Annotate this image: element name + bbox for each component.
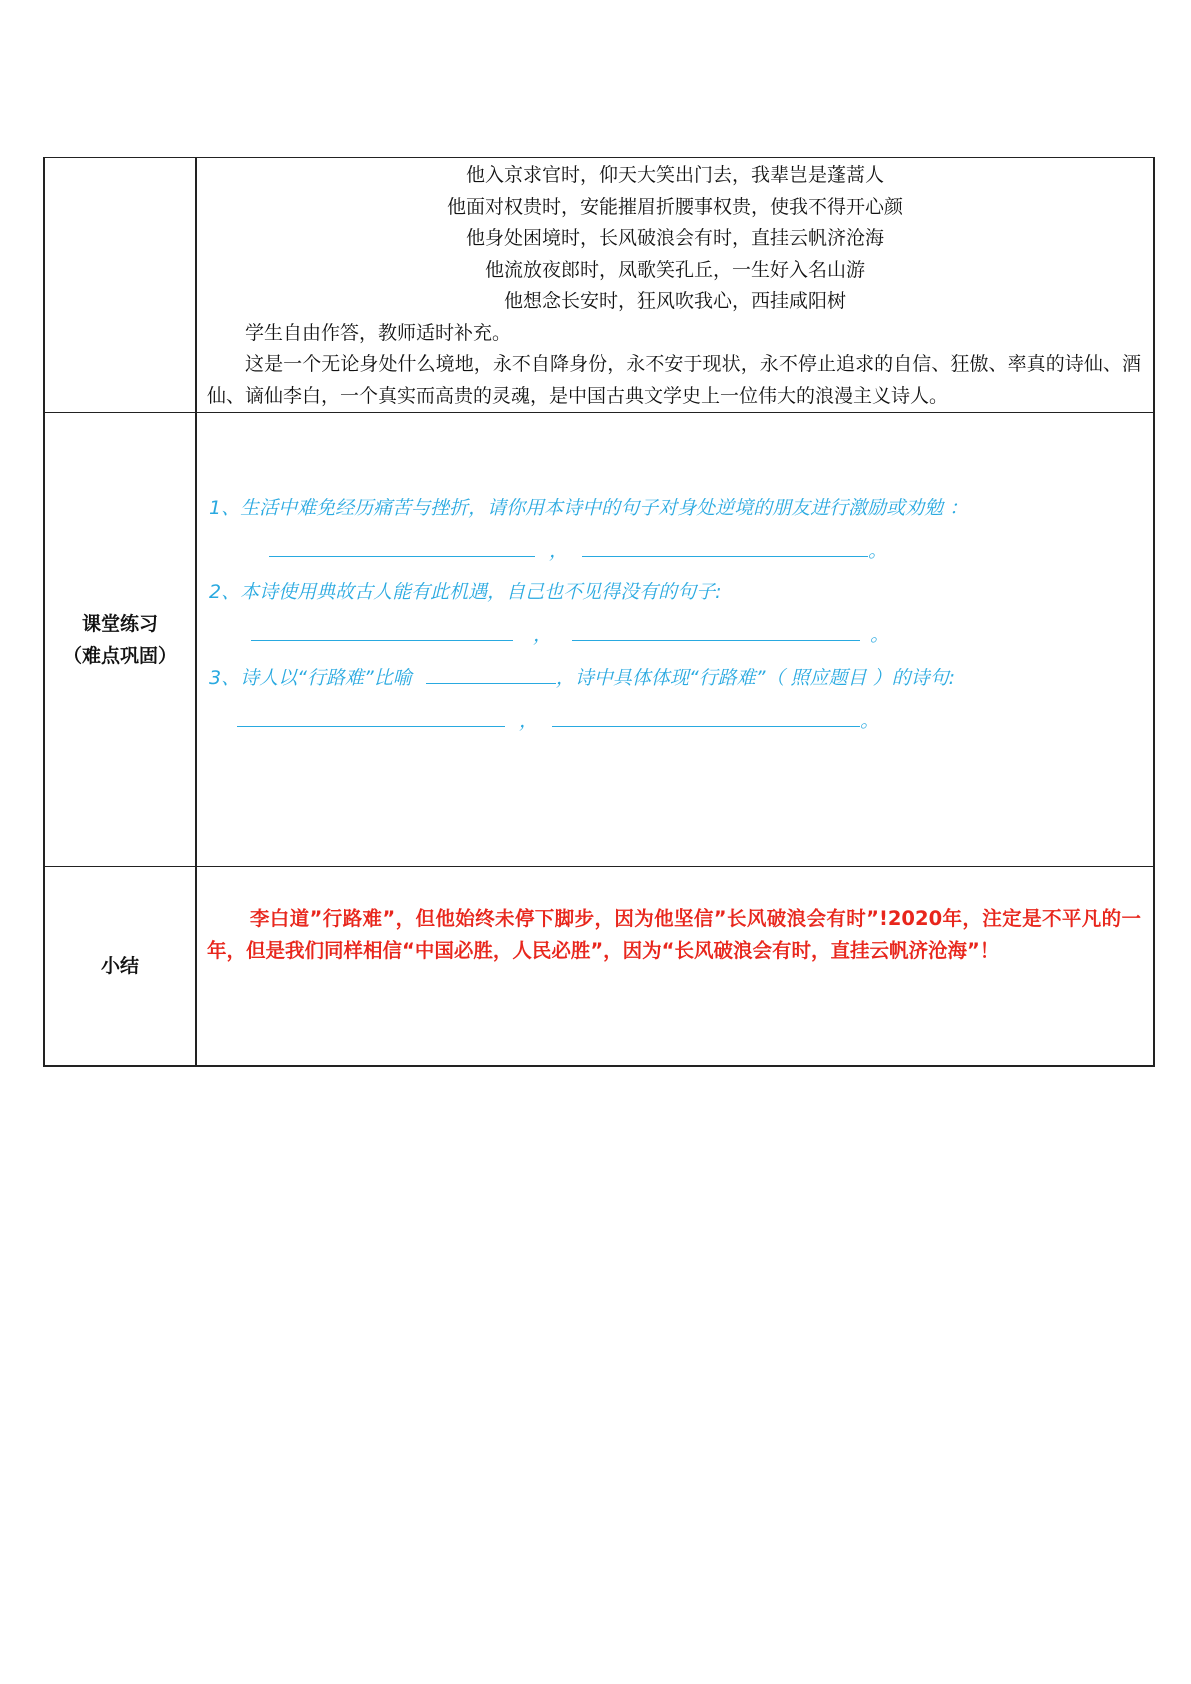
lesson-table	[43, 157, 1155, 1067]
comma: ，	[519, 710, 539, 732]
period: 。	[870, 624, 890, 646]
answer-line	[209, 706, 1153, 733]
blank-field[interactable]	[269, 536, 535, 557]
answer-line	[209, 620, 1153, 647]
exercise-q3-start: 3、诗人以“行路难”比喻	[209, 667, 412, 689]
conclusion-paragraph: 这是一个无论身处什么境地，永不自降身份，永不安于现状，永不停止追求的自信、狂傲、率真的诗仙、酒仙、谪仙李白，一个真实而高贵的灵魂，是中国古典文学史上一位伟大的浪漫主义诗人。	[207, 353, 1141, 407]
summary-text: 李白道”行路难”，但他始终未停下脚步，因为他坚信”长风破浪会有时”!2020年，注定是不平凡的一年，但是我们同样相信“中国必胜，人民必胜”，因为“长风破浪会有时，直挂云帆济沧海”！	[207, 907, 1141, 962]
blank-field[interactable]	[237, 706, 505, 727]
poem-line: 他流放夜郎时，凤歌笑孔丘，一生好入名山游	[484, 258, 865, 281]
content-cell	[196, 158, 1154, 413]
comma: ，	[549, 540, 569, 562]
poem-line: 他入京求官时，仰天大笑出门去，我辈岂是蓬蒿人	[465, 164, 884, 186]
exercise-cell	[196, 413, 1154, 867]
practice-label-cell	[44, 413, 196, 867]
practice-label: 课堂练习	[81, 612, 158, 635]
period: 。	[868, 540, 888, 562]
exercise-q2: 2、本诗使用典故古人能有此机遇，自己也不见得没有的句子:	[209, 581, 722, 603]
summary-cell	[196, 867, 1154, 1067]
answer-line	[209, 536, 1153, 563]
exercise-q3	[209, 663, 1153, 690]
poem-line: 他身处困境时，长风破浪会有时，直挂云帆济沧海	[465, 227, 884, 249]
practice-sublabel: （难点巩固）	[62, 644, 177, 667]
blank-field[interactable]	[426, 663, 556, 684]
summary-label-cell	[44, 867, 196, 1067]
table-row	[44, 413, 1154, 867]
poem-line: 他面对权贵时，安能摧眉折腰事权贵，使我不得开心颜	[446, 195, 903, 218]
blank-field[interactable]	[572, 620, 860, 641]
exercise-q3-end: ，诗中具体体现“行路难”（ 照应题目 ）的诗句:	[555, 667, 955, 689]
exercise-q1: 1、生活中难免经历痛苦与挫折，请你用本诗中的句子对身处逆境的朋友进行激励或劝勉 ：	[209, 497, 969, 519]
blank-field[interactable]	[552, 706, 860, 727]
exercise-block	[197, 493, 1153, 733]
blank-field[interactable]	[582, 536, 868, 557]
summary-label: 小结	[100, 955, 139, 977]
comma: ，	[533, 624, 553, 646]
teacher-note: 学生自由作答，教师适时补充。	[245, 321, 512, 344]
period: 。	[860, 710, 880, 732]
empty-label-cell	[44, 158, 196, 413]
table-row	[44, 158, 1154, 413]
table-row	[44, 867, 1154, 1067]
blank-field[interactable]	[251, 620, 513, 641]
poem-line: 他想念长安时，狂风吹我心，西挂咸阳树	[503, 290, 846, 312]
poem-block	[197, 160, 1153, 318]
